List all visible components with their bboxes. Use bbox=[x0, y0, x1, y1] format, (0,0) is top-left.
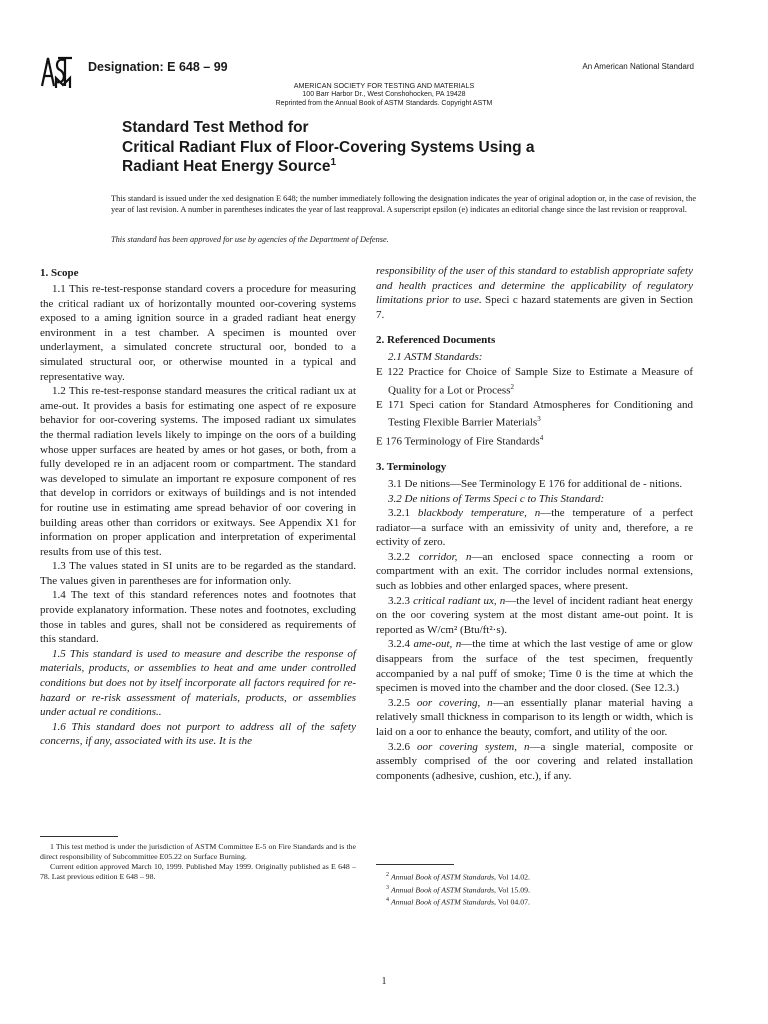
footnotes-right bbox=[376, 870, 693, 908]
paragraph-1-1: 1.1 This re-test-response standard covers a procedure for measuring the critical radiant ux of horizontally mounted oor-covering systems exposed to a aming ignition source in a graded radiant heat energy environment in a test chamber. A specimen is mounted over underlayment, a simulated concrete structural oor, bonded to a simulated structural oor, or otherwise mounted in a typical and representative way. bbox=[40, 283, 356, 383]
reference-e171: E 171 Speci cation for Standard Atmospheres for Conditioning and Testing Flexible Barrier Materials$^3$ bbox=[376, 398, 693, 430]
reference-e176: E 176 Terminology of Fire Standards$^4$ bbox=[376, 433, 544, 448]
footnote-1: 1 This test method is under the jurisdiction of ASTM Committee E-5 on Fire Standards and is the direct responsibility of Subcommittee E05.22 on Surface Burning. bbox=[40, 842, 356, 861]
org-name: AMERICAN SOCIETY FOR TESTING AND MATERIALS bbox=[293, 81, 475, 90]
title-line-3: Radiant Heat Energy Source$^1$ bbox=[122, 157, 337, 175]
paragraph-1-6-continued: responsibility of the user of this standard to establish appropriate safety and health practices and determine the applicability of regulatory limitations prior to use. Speci c hazard statements are given in Section 7. bbox=[376, 265, 693, 321]
definition-3-2-4: 3.2.4 ame-out, n—the time at which the last vestige of ame or glow disappears from the surface of the test specimen, frequently accompanied by a nal puff of smoke; Time 0 is the time at which the specimen is moved into the chamber and the door closed. (See 12.3.) bbox=[376, 638, 693, 695]
paragraph-3-2: 3.2 De nitions of Terms Speci c to This Standard: bbox=[388, 492, 605, 505]
definition-3-2-2: 3.2.2 corridor, n—an enclosed space connecting a room or compartment with an exit. The corridor includes normal extensions, such as lobbies and other enlarged spaces, where present. bbox=[376, 550, 693, 593]
document-title bbox=[122, 118, 682, 177]
paragraph-1-3: 1.3 The values stated in SI units are to be regarded as the standard. The values given in parentheses are for information only. bbox=[40, 560, 356, 587]
dod-approval-notice: This standard has been approved for use by agencies of the Department of Defense. bbox=[111, 235, 389, 244]
footnote-rule-right bbox=[376, 864, 454, 865]
footnote-1-edition: Current edition approved March 10, 1999. Published May 1999. Originally published as E 648 – 78. Last previous edition E 648 – 98. bbox=[40, 862, 356, 881]
title-footnote-mark: 1 bbox=[330, 157, 337, 168]
right-column bbox=[376, 264, 693, 783]
section-heading-referenced-documents: 2. Referenced Documents bbox=[376, 334, 496, 347]
title-line-2: Critical Radiant Flux of Floor-Covering Systems Using a bbox=[122, 138, 535, 156]
paragraph-1-5: 1.5 This standard is used to measure and describe the response of materials, products, or assemblies to heat and ame under controlled conditions but does not by itself incorporate all factors required for re-hazard or re-risk assessment of materials, products, or assemblies under actual re conditions.. bbox=[40, 647, 356, 719]
definition-3-2-6: 3.2.6 oor covering system, n—a single material, composite or assembly comprised of the oor covering and related installation components (adhesive, cushion, etc.), if any. bbox=[376, 740, 693, 782]
footnote-2: $^2$ Annual Book of ASTM Standards, Vol 14.02. bbox=[386, 872, 530, 882]
footnote-4: $^4$ Annual Book of ASTM Standards, Vol 04.07. bbox=[386, 897, 530, 907]
left-column bbox=[40, 266, 356, 749]
org-address: 100 Barr Harbor Dr., West Conshohocken, PA 19428 bbox=[302, 91, 466, 98]
footnotes-left bbox=[40, 842, 356, 882]
definition-3-2-1: 3.2.1 blackbody temperature, n—the temperature of a perfect radiator—a surface with an emissivity of unity and, therefore, a re ectivity of zero. bbox=[376, 507, 693, 549]
paragraph-2-1: 2.1 ASTM Standards: bbox=[388, 351, 483, 364]
national-standard-label: An American National Standard bbox=[582, 62, 694, 71]
paragraph-1-6: 1.6 This standard does not purport to address all of the safety concerns, if any, associated with its use. It is the bbox=[40, 720, 356, 748]
footnote-rule-left bbox=[40, 836, 118, 837]
section-heading-terminology: 3. Terminology bbox=[376, 460, 447, 473]
page-number: 1 bbox=[381, 976, 387, 987]
title-line-1: Standard Test Method for bbox=[122, 119, 309, 136]
designation: Designation: E 648 – 99 bbox=[88, 60, 228, 74]
paragraph-1-4: 1.4 The text of this standard references notes and footnotes that provide explanatory information. These notes and footnotes, excluding those in tables and gures, shall not be considered as requirements of this standard. bbox=[40, 589, 356, 646]
issuance-notice: This standard is issued under the xed designation E 648; the number immediately following the designation indicates the year of original adoption or, in the case of revision, the year of last revision. A number in parentheses indicates the year of last reapproval. A superscript epsilon (e) indicates an editorial change since the last revision or reapproval. bbox=[111, 194, 696, 214]
paragraph-3-1: 3.1 De nitions—See Terminology E 176 for additional de - nitions. bbox=[388, 477, 683, 490]
definition-3-2-3: 3.2.3 critical radiant ux, n—the level of incident radiant heat energy on the oor covering system at the most distant ame-out point. It is reported as W/cm² (Btu/ft²·s). bbox=[376, 594, 693, 636]
reprint-notice: Reprinted from the Annual Book of ASTM Standards. Copyright ASTM bbox=[275, 100, 493, 107]
paragraph-1-2: 1.2 This re-test-response standard measures the critical radiant ux at ame-out. It provides a basis for estimating one aspect of re exposure behavior for oor-covering systems. The imposed radiant ux simulates the thermal radiation levels likely to impinge on the oors of a building whose upper surfaces are heated by ames or hot gases, or both, from a fully developed re in an adjacent room or compartment. The standard was developed to simulate an important re exposure component of res that develop in corridors or exitways of buildings and is not intended for routine use in estimating ame spread behavior of oor covering in building areas other than corridors or exitways. See Appendix X1 for information on proper application and interpretation of experimental results from use of this test. bbox=[40, 385, 356, 558]
definition-3-2-5: 3.2.5 oor covering, n—an essentially planar material having a relatively small thickness in comparison to its length or width, which is laid on a oor to enhance the beauty, comfort, and utility of the oor. bbox=[376, 696, 694, 738]
footnote-3: $^3$ Annual Book of ASTM Standards, Vol 15.09. bbox=[386, 884, 530, 895]
reference-e122: E 122 Practice for Choice of Sample Size to Estimate a Measure of Quality for a Lot or Process$^2$ bbox=[376, 365, 693, 397]
section-heading-scope: 1. Scope bbox=[40, 267, 79, 279]
